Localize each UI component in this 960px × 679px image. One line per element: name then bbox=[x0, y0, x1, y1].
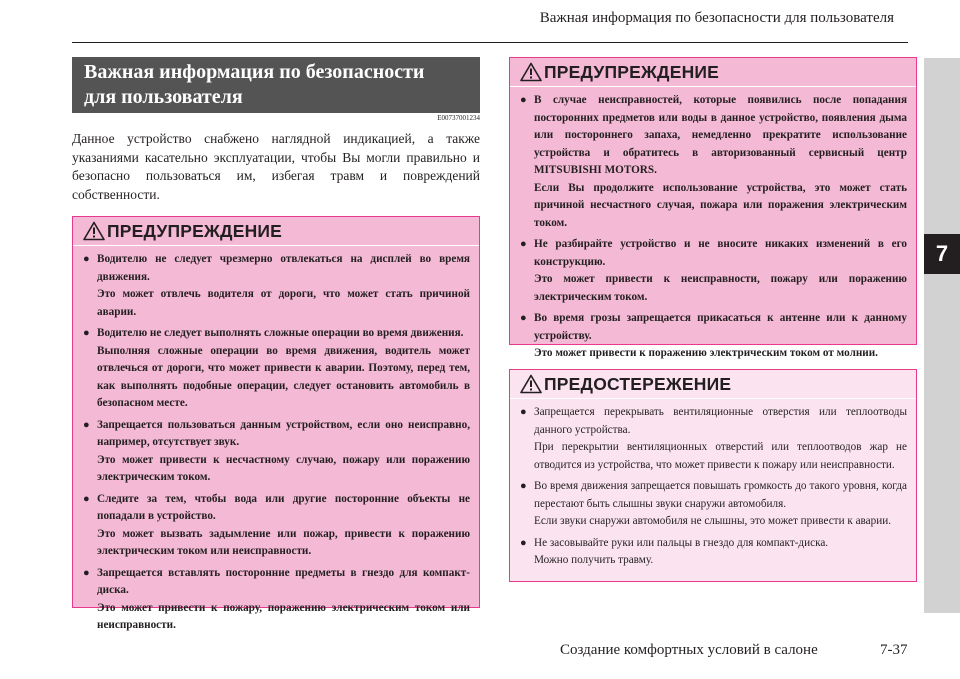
item-text: В случае неисправностей, которые появились после попадания посторонних предметов или воды в данное устройство, появления дыма или постороннего запаха, немедленно прекратите использование устройства и обратитесь в авторизованный сервисный центр MITSUBISHI MOTORS. bbox=[534, 94, 907, 176]
bullet-icon: ● bbox=[83, 566, 90, 579]
list-item bbox=[82, 565, 470, 635]
bullet-icon: ● bbox=[520, 94, 527, 106]
item-text: Водителю не следует выполнять сложные операции во время движения. bbox=[97, 327, 464, 339]
caution-panel-title: ПРЕДОСТЕРЕЖЕНИЕ bbox=[544, 373, 732, 394]
footer-section-name: Создание комфортных условий в салоне bbox=[560, 642, 818, 658]
item-note: Можно получить травму. bbox=[534, 554, 654, 566]
bullet-icon: ● bbox=[520, 238, 527, 250]
list-item bbox=[82, 417, 470, 487]
caution-items-list bbox=[510, 399, 916, 578]
warning-panel-header bbox=[510, 58, 916, 87]
warning-panel-right bbox=[509, 57, 917, 359]
list-item bbox=[519, 310, 907, 363]
header-rule bbox=[72, 42, 908, 43]
caution-panel-header bbox=[510, 370, 916, 399]
item-text: Запрещается вставлять посторонние предметы в гнездо для компакт-диска. bbox=[97, 566, 470, 596]
list-item bbox=[82, 325, 470, 413]
item-text: Следите за тем, чтобы вода или другие посторонние объекты не попадали в устройство. bbox=[97, 492, 470, 522]
warning-triangle-icon bbox=[520, 374, 542, 394]
warning-panel-title: ПРЕДУПРЕЖДЕНИЕ bbox=[544, 61, 720, 82]
bullet-icon: ● bbox=[520, 480, 527, 492]
item-text: Не засовывайте руки или пальцы в гнездо для компакт-диска. bbox=[534, 536, 829, 549]
list-item bbox=[519, 478, 907, 531]
running-head: Важная информация по безопасности для пользователя bbox=[539, 10, 894, 26]
item-note: Это может привести к неисправности, пожару или поражению электрическим током. bbox=[534, 273, 907, 303]
bullet-icon: ● bbox=[83, 253, 90, 265]
list-item bbox=[519, 535, 907, 570]
list-item bbox=[82, 251, 470, 321]
section-title-box bbox=[72, 57, 480, 113]
bullet-icon: ● bbox=[83, 492, 90, 505]
item-note: Это может отвлечь водителя от дороги, что может стать причиной аварии. bbox=[97, 288, 470, 318]
item-note: Это может привести к поражению электрическим током от молнии. bbox=[534, 347, 878, 359]
warning-panel-left bbox=[72, 216, 480, 631]
item-text: Не разбирайте устройство и не вносите никаких изменений в его конструкцию. bbox=[534, 238, 907, 268]
list-item bbox=[519, 404, 907, 474]
item-text: Запрещается пользоваться данным устройством, если оно неисправно, например, отсутствует звук. bbox=[97, 418, 470, 448]
item-text: Водителю не следует чрезмерно отвлекаться на дисплей во время движения. bbox=[97, 253, 470, 283]
list-item bbox=[519, 236, 907, 306]
item-note: Если звуки снаружи автомобиля не слышны, это может привести к аварии. bbox=[534, 515, 892, 527]
item-note: Это может привести к пожару, поражению электрическим током или неисправности. bbox=[97, 601, 470, 631]
item-text: Запрещается перекрывать вентиляционные отверстия или теплоотводы данного устройства. bbox=[534, 406, 907, 436]
list-item bbox=[519, 92, 907, 232]
bullet-icon: ● bbox=[520, 312, 527, 324]
caution-panel bbox=[509, 369, 917, 582]
warning-triangle-icon bbox=[520, 62, 542, 82]
chapter-side-tab bbox=[924, 58, 960, 613]
section-title-line1: Важная информация по безопасности bbox=[84, 61, 425, 83]
bullet-icon: ● bbox=[520, 536, 527, 549]
section-title-line2: для пользователя bbox=[84, 86, 243, 108]
document-code: E00737001234 bbox=[437, 114, 480, 122]
footer-page-number: 7-37 bbox=[880, 642, 908, 658]
item-note: Это может вызвать задымление или пожар, привести к поражению электрическим током или неисправности. bbox=[97, 527, 470, 557]
list-item bbox=[82, 491, 470, 561]
item-text: Во время движения запрещается повышать громкость до такого уровня, когда перестают быть слышны звуки снаружи автомобиля. bbox=[534, 480, 907, 510]
bullet-icon: ● bbox=[83, 327, 90, 339]
item-note: При перекрытии вентиляционных отверстий или теплоотводов жар не отводится из устройства, что может привести к пожару или неисправности. bbox=[534, 441, 907, 471]
item-note: Если Вы продолжите использование устройства, это может стать причиной несчастного случая, пожара или поражения электрическим током. bbox=[534, 181, 907, 229]
bullet-icon: ● bbox=[520, 406, 527, 418]
bullet-icon: ● bbox=[83, 418, 90, 431]
item-note: Это может привести к несчастному случаю, пожару или поражению электрическим током. bbox=[97, 453, 470, 483]
intro-paragraph: Данное устройство снабжено наглядной индикацией, а также указаниями касательно эксплуатации, чтобы Вы могли правильно и безопасно пользоваться им, избегая травм и повреждений собственности. bbox=[72, 131, 480, 202]
warning-items-list bbox=[73, 246, 479, 643]
warning-panel-header bbox=[73, 217, 479, 246]
warning-items-list bbox=[510, 87, 916, 371]
warning-panel-title: ПРЕДУПРЕЖДЕНИЕ bbox=[107, 220, 283, 241]
item-text: Во время грозы запрещается прикасаться к антенне или к данному устройству. bbox=[534, 312, 907, 342]
chapter-number-badge: 7 bbox=[924, 234, 960, 274]
warning-triangle-icon bbox=[83, 221, 105, 241]
item-note: Выполняя сложные операции во время движения, водитель может отвлечься от дороги, что может привести к аварии. Поэтому, перед тем, как выполнять подобные операции, следует остановить автомобиль в безопасном месте. bbox=[97, 344, 470, 409]
